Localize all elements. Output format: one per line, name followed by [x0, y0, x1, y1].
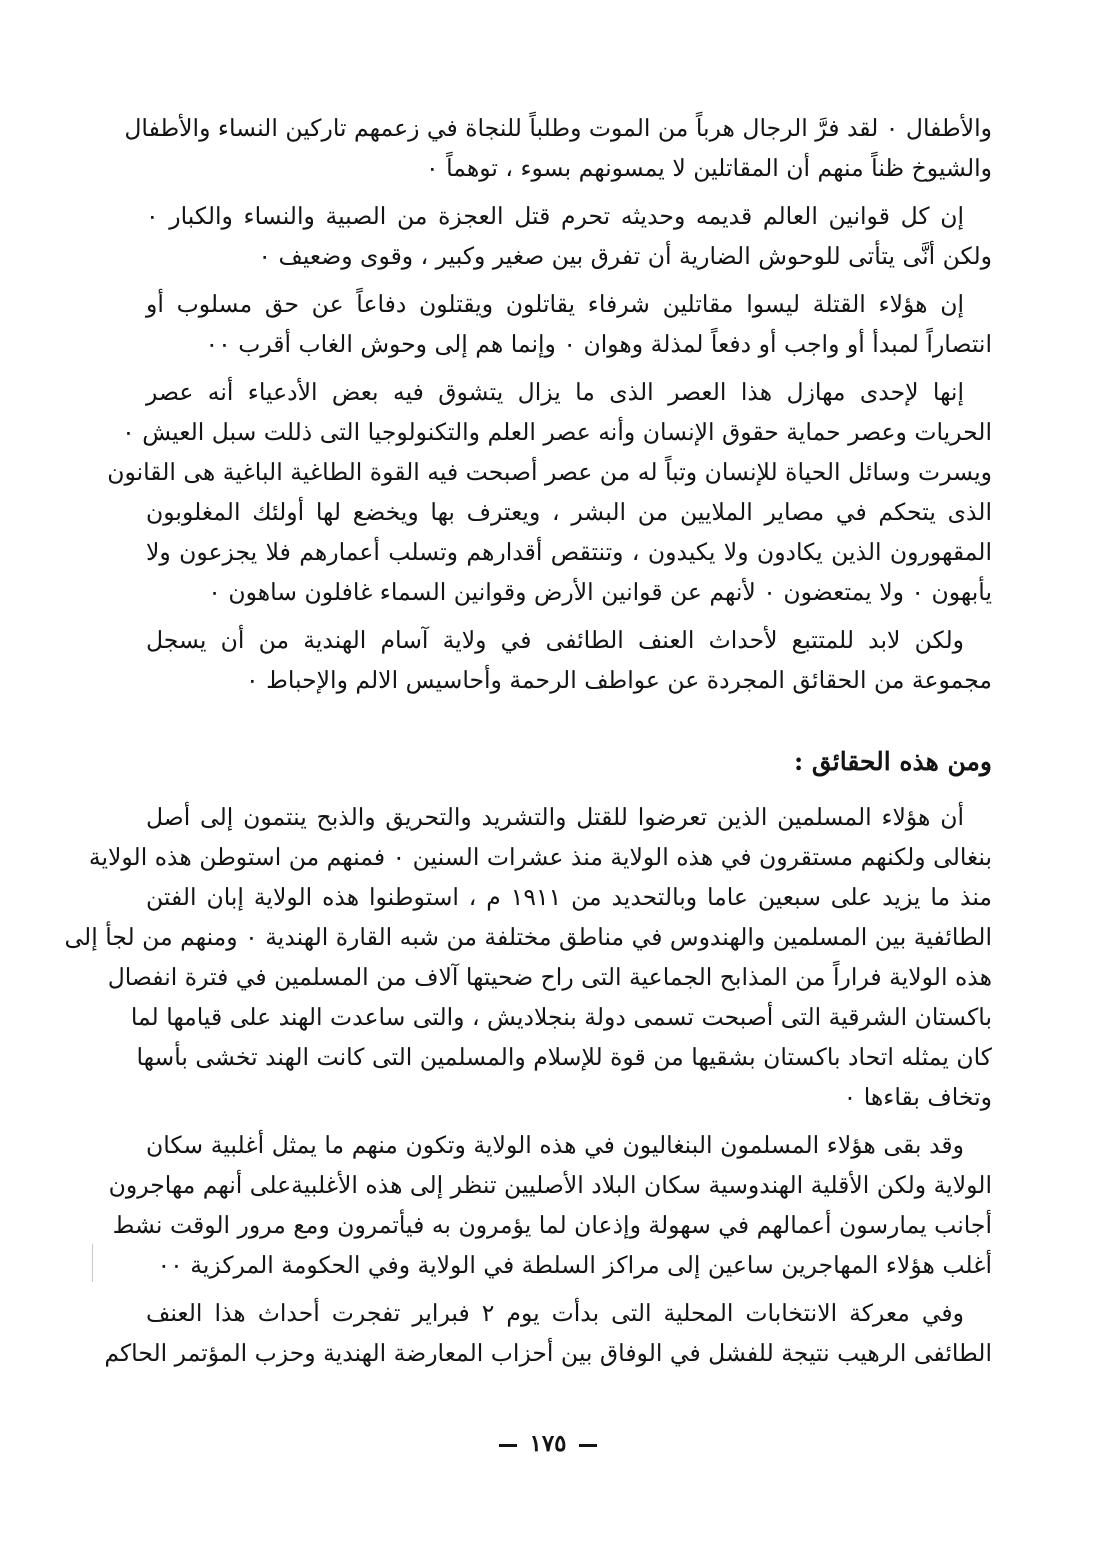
page-number — [0, 1424, 1096, 1464]
text-line: أن هؤلاء المسلمين الذين تعرضوا للقتل والتشريد والتحريق والذبح ينتمون إلى أصل — [146, 803, 964, 831]
text-line: الذى يتحكم في مصاير الملايين من البشر ، ويعترف بها ويخضع لها أولئك المغلوبون — [146, 498, 992, 526]
text-line: ويسرت وسائل الحياة للإنسان وتباً له من عصر أصبحت فيه القوة الطاغية الباغية هى القانون — [107, 458, 992, 486]
text-line: مجموعة من الحقائق المجردة عن عواطف الرحمة وأحاسيس الالم والإحباط ٠ — [246, 666, 992, 694]
text-line: وتخاف بقاءها ٠ — [843, 1083, 992, 1111]
text-line: إن هؤلاء القتلة ليسوا مقاتلين شرفاء يقاتلون ويقتلون دفاعاً عن حق مسلوب أو — [146, 290, 964, 318]
text-line: والشيوخ ظناً منهم أن المقاتلين لا يمسونهم بسوء ، توهماً ٠ — [426, 154, 992, 182]
text-line: يأبهون ٠ ولا يمتعضون ٠ لأنهم عن قوانين الأرض وقوانين السماء غافلون ساهون ٠ — [208, 578, 992, 606]
text-line: الطائفى الرهيب نتيجة للفشل في الوفاق بين أحزاب المعارضة الهندية وحزب المؤتمر الحاكم — [104, 1339, 992, 1367]
text-line: إنها لإحدى مهازل هذا العصر الذى ما يزال يتشوق فيه بعض الأدعياء أنه عصر — [146, 378, 964, 406]
text-line: منذ ما يزيد على سبعين عاما وبالتحديد من ١٩١١ م ، استوطنوا هذه الولاية إبان الفتن — [146, 883, 992, 911]
section-heading: ومن هذه الحقائق : — [793, 747, 992, 776]
text-line: المقهورون الذين يكادون ولا يكيدون ، وتنتقص أقدارهم وتسلب أعمارهم فلا يجزعون ولا — [146, 538, 992, 566]
text-line: كان يمثله اتحاد باكستان بشقيها من قوة للإسلام والمسلمين التى كانت الهند تخشى بأسها — [136, 1043, 992, 1071]
text-line: بنغالى ولكنهم مستقرون في هذه الولاية منذ عشرات السنين ٠ فمنهم من استوطن هذه الولاية — [88, 843, 992, 871]
text-block-bottom — [64, 797, 992, 1373]
text-line: الحريات وعصر حماية حقوق الإنسان وأنه عصر العلم والتكنولوجيا التى ذللت سبل العيش ٠ — [122, 418, 992, 446]
text-line: أجانب يمارسون أعمالهم في سهولة وإذعان لما يؤمرون به فيأتمرون ومع مرور الوقت نشط — [112, 1211, 992, 1239]
page-number-value: ١٧٥ — [529, 1430, 567, 1457]
text-line: انتصاراً لمبدأ أو واجب أو دفعاً لمذلة وهوان ٠ وإنما هم إلى وحوش الغاب أقرب ٠٠ — [205, 330, 992, 358]
text-block-top — [107, 108, 992, 700]
page-number-dash — [579, 1444, 597, 1447]
text-line: الولاية ولكن الأقلية الهندوسية سكان البلاد الأصليين تنظر إلى هذه الأغلبيةعلى أنهم مهاجرون — [108, 1171, 992, 1199]
text-line: ولكن أنَّى يتأتى للوحوش الضارية أن تفرق بين صغير وكبير ، وقوى وضعيف ٠ — [258, 242, 992, 270]
text-line: ولكن لابد للمتتبع لأحداث العنف الطائفى في ولاية آسام الهندية من أن يسجل — [146, 626, 964, 654]
page-number-dash — [499, 1444, 517, 1447]
text-line: وقد بقى هؤلاء المسلمون البنغاليون في هذه الولاية وتكون منهم ما يمثل أغلبية سكان — [146, 1131, 964, 1159]
text-line: وفي معركة الانتخابات المحلية التى بدأت يوم ٢ فبراير تفجرت أحداث هذا العنف — [146, 1299, 964, 1327]
text-line: هذه الولاية فراراً من المذابح الجماعية التى راح ضحيتها آلاف من المسلمين في فترة انفصال — [107, 963, 992, 991]
scan-edge-mark — [92, 1244, 93, 1282]
text-line: الطائفية بين المسلمين والهندوس في مناطق مختلفة من شبه القارة الهندية ٠ ومنهم من لجأ إلى — [64, 923, 992, 951]
text-line: باكستان الشرقية التى أصبحت تسمى دولة بنجلاديش ، والتى ساعدت الهند على قيامها لما — [130, 1003, 992, 1031]
text-line: أغلب هؤلاء المهاجرين ساعين إلى مراكز السلطة في الولاية وفي الحكومة المركزية ٠٠ — [157, 1251, 992, 1279]
text-line: إن كل قوانين العالم قديمه وحديثه تحرم قتل العجزة من الصبية والنساء والكبار ٠ — [146, 202, 964, 230]
text-line: والأطفال ٠ لقد فرَّ الرجال هرباً من الموت وطلباً للنجاة في زعمهم تاركين النساء والأطفال — [124, 114, 992, 142]
